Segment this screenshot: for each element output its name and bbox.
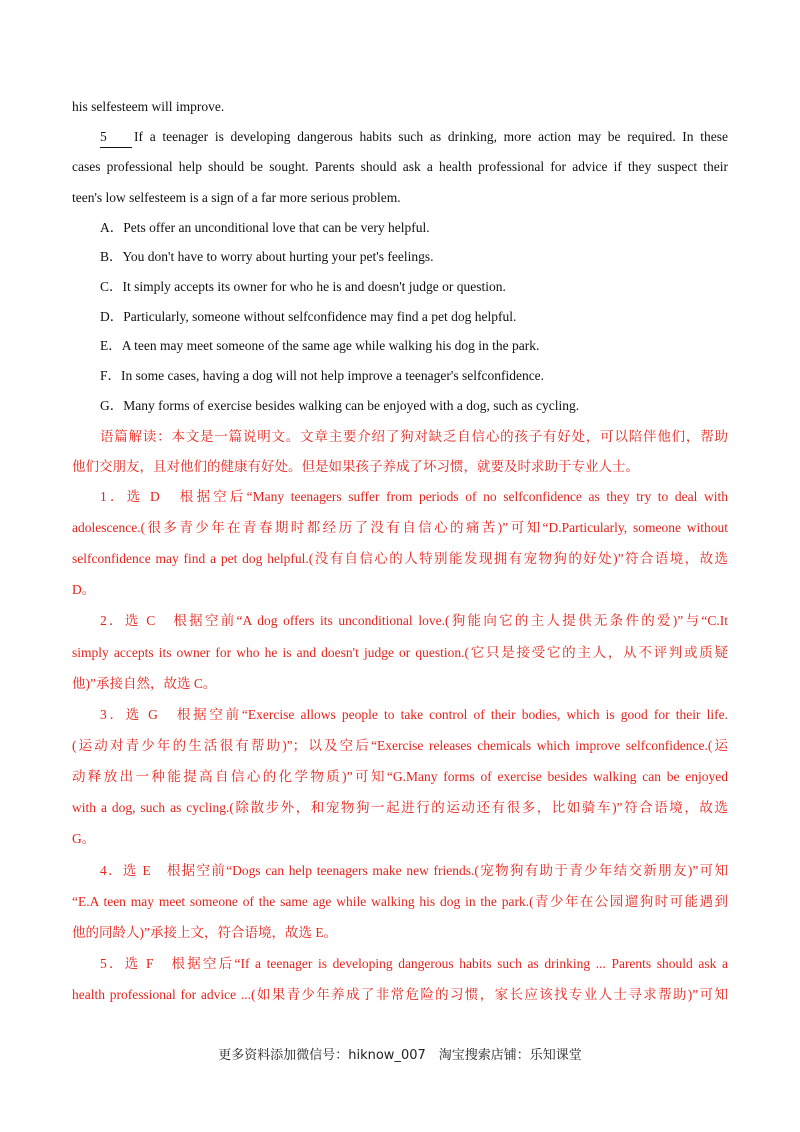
answer-3: (运动对青少年的生活很有帮助)”；以及空后“Exercise releases chemicals which improve selfconfidence.(运 xyxy=(72,738,728,753)
answer-2: 他)”承接自然，故选 C。 xyxy=(72,676,217,691)
answer-2: simply accepts its owner for who he is and doesn't judge or question.(它只是接受它的主人，从不评判或质疑 xyxy=(72,645,728,660)
passage-line: 5 If a teenager is developing dangerous habits such as drinking, more action may be required. In these xyxy=(100,127,728,148)
answer-1: 1．选 D 根据空后“Many teenagers suffer from periods of no selfconfidence as they try to deal with xyxy=(100,489,728,504)
answer-1: adolescence.(很多青少年在青春期时都经历了没有自信心的痛苦)”可知“D.Particularly, someone without xyxy=(72,520,728,535)
option-b: B．You don't have to worry about hurting your pet's feelings. xyxy=(100,249,434,264)
answer-1: D。 xyxy=(72,582,96,597)
answer-4: 4．选 E 根据空前“Dogs can help teenagers make new friends.(宠物狗有助于青少年结交新朋友)”可知 xyxy=(100,863,728,878)
analysis-summary: 语篇解读：本文是一篇说明文。文章主要介绍了狗对缺乏自信心的孩子有好处，可以陪伴他们，帮助 xyxy=(100,429,728,444)
answer-blank: 5 xyxy=(100,127,132,148)
page-footer: 更多资料添加微信号：hiknow_007 淘宝搜索店铺：乐知课堂 xyxy=(218,1048,582,1063)
option-f: F．In some cases, having a dog will not help improve a teenager's selfconfidence. xyxy=(100,368,545,383)
passage-line: teen's low selfesteem is a sign of a far more serious problem. xyxy=(72,190,401,205)
answer-4: “E.A teen may meet someone of the same age while walking his dog in the park.(青少年在公园遛狗时可能遇到 xyxy=(72,894,728,909)
analysis-summary: 他们交朋友，且对他们的健康有好处。但是如果孩子养成了坏习惯，就要及时求助于专业人士。 xyxy=(72,459,639,474)
passage-line: cases professional help should be sought. Parents should ask a health professional for advice if they suspect their xyxy=(72,159,728,174)
answer-3: 动释放出一种能提高自信心的化学物质)”可知“G.Many forms of exercise besides walking can be enjoyed xyxy=(72,769,728,784)
answer-2: 2．选 C 根据空前“A dog offers its unconditional love.(狗能向它的主人提供无条件的爱)”与“C.It xyxy=(100,613,728,628)
option-g: G．Many forms of exercise besides walking can be enjoyed with a dog, such as cycling. xyxy=(100,398,580,413)
answer-4: 他的同龄人)”承接上文，符合语境，故选 E。 xyxy=(72,925,338,940)
option-a: A．Pets offer an unconditional love that can be very helpful. xyxy=(100,220,430,235)
answer-5: 5．选 F 根据空后“If a teenager is developing dangerous habits such as drinking ... Parents should ask a xyxy=(100,956,728,971)
passage-line: his selfesteem will improve. xyxy=(72,99,225,114)
answer-3: with a dog, such as cycling.(除散步外，和宠物狗一起进行的运动还有很多，比如骑车)”符合语境，故选 xyxy=(72,800,728,815)
answer-1: selfconfidence may find a pet dog helpful.(没有自信心的人特别能发现拥有宠物狗的好处)”符合语境，故选 xyxy=(72,551,728,566)
option-e: E．A teen may meet someone of the same age while walking his dog in the park. xyxy=(100,338,540,353)
answer-5: health professional for advice ...(如果青少年养成了非常危险的习惯，家长应该找专业人士寻求帮助)”可知 xyxy=(72,987,728,1002)
option-c: C．It simply accepts its owner for who he is and doesn't judge or question. xyxy=(100,279,506,294)
answer-3: G。 xyxy=(72,831,96,846)
answer-3: 3．选 G 根据空前“Exercise allows people to take control of their bodies, which is good for their life. xyxy=(100,707,728,722)
option-d: D．Particularly, someone without selfconfidence may find a pet dog helpful. xyxy=(100,309,517,324)
